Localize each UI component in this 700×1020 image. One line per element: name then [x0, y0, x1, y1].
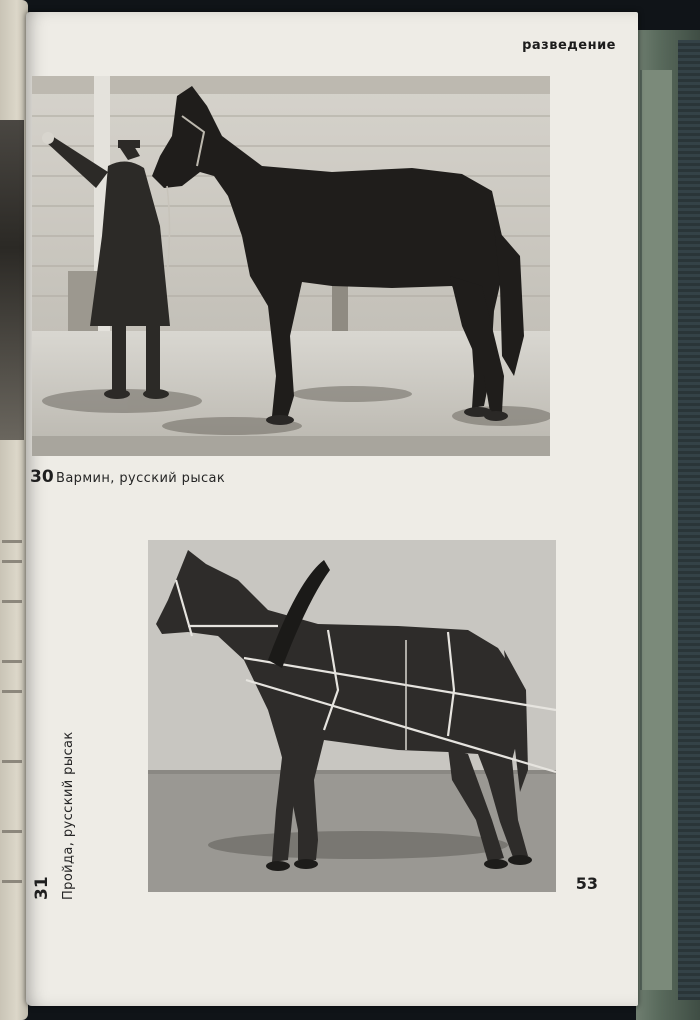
photo-harnessed-horse [148, 540, 556, 892]
left-page-text-line [2, 830, 22, 833]
page-block-edge [640, 70, 672, 990]
page-number: 53 [575, 874, 598, 893]
book-page [26, 12, 638, 1006]
left-page-photo-edge [0, 120, 24, 440]
figure-number: 30 [30, 467, 54, 487]
section-title: разведение [522, 38, 616, 53]
left-page-text-line [2, 660, 22, 663]
figure-caption: Пройда, русский рысак [61, 731, 76, 900]
left-page-text-line [2, 600, 22, 603]
figure-caption: Вармин, русский рысак [56, 471, 226, 486]
left-page-text-line [2, 560, 22, 563]
left-page-edge [0, 0, 28, 1020]
photo-horse-with-handler [32, 76, 550, 456]
figure-number: 31 [32, 876, 52, 900]
book-spine [678, 40, 700, 1000]
left-page-text-line [2, 540, 22, 543]
left-page-text-line [2, 880, 22, 883]
left-page-text-line [2, 760, 22, 763]
left-page-text-line [2, 690, 22, 693]
